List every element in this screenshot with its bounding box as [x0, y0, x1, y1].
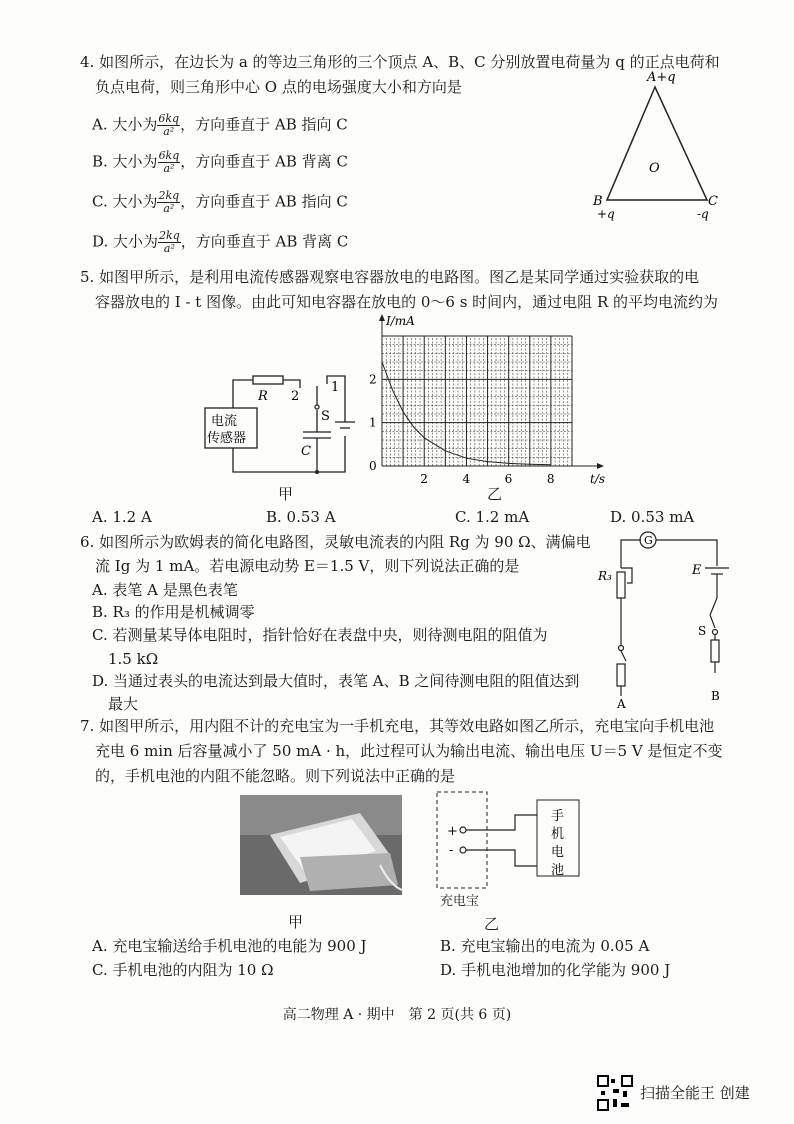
fig-caption-jia: 甲	[288, 913, 304, 931]
option-text: ，方向垂直于 AB 背离 C	[180, 232, 349, 251]
plus-sign: +	[447, 824, 458, 839]
q6-option-d: D. 当通过表头的电流达到最大值时，表笔 A、B 之间待测电阻的阻值达到	[92, 672, 580, 690]
denominator: a²	[163, 162, 175, 175]
q6-option-a: A. 表笔 A 是黑色表笔	[92, 581, 238, 599]
fig-caption-yi: 乙	[484, 915, 500, 933]
q6-option-b: B. R₃ 的作用是机械调零	[92, 603, 255, 621]
fraction	[158, 230, 181, 255]
option-text: C. 大小为	[92, 192, 158, 211]
numerator: 6kq	[158, 149, 180, 162]
powerbank-label: 充电宝	[440, 894, 480, 909]
q4-stem: 负点电荷，则三角形中心 O 点的电场强度大小和方向是	[95, 78, 462, 96]
label-b-charge: +q	[597, 207, 615, 221]
q7-option-d: D. 手机电池增加的化学能为 900 J	[440, 961, 671, 979]
y-axis-label: I/mA	[386, 314, 415, 328]
battery-char: 池	[551, 863, 565, 878]
label-r: R	[258, 389, 268, 404]
option-text: ，方向垂直于 AB 指向 C	[180, 115, 348, 134]
battery-char: 机	[551, 827, 565, 842]
q5-option-a: A. 1.2 A	[92, 508, 152, 526]
y-axis-arrow	[379, 314, 385, 321]
triangle	[607, 87, 707, 200]
option-text: ，方向垂直于 AB 指向 C	[180, 192, 348, 211]
x-axis-label: t/s	[590, 472, 606, 486]
probe-a: A	[617, 697, 626, 710]
denominator: a²	[163, 125, 175, 138]
numerator: 2kq	[159, 229, 180, 242]
q4-option-c	[92, 190, 348, 215]
q5-option-d: D. 0.53 mA	[610, 508, 695, 526]
q4-stem: 4. 如图所示，在边长为 a 的等边三角形的三个顶点 A、B、C 分别放置电荷量为 q 的正点电荷和	[80, 53, 720, 71]
x-tick-label: 6	[504, 472, 513, 486]
sensor-label: 电流	[211, 414, 238, 429]
q7-option-c: C. 手机电池的内阻为 10 Ω	[92, 961, 274, 979]
option-text: B. 大小为	[92, 152, 158, 171]
q6-stem: 6. 如图所示为欧姆表的简化电路图，灵敏电流表的内阻 Rg 为 90 Ω、满偏电	[80, 533, 591, 551]
label-s: S	[698, 624, 707, 638]
x-tick-label: 4	[462, 472, 471, 486]
q5-stem: 5. 如图甲所示，是利用电流传感器观察电容器放电的电路图。图乙是某同学通过实验获取的电	[80, 268, 700, 286]
label-e: E	[692, 563, 702, 578]
q7-stem: 充电 6 min 后容量减小了 50 mA · h，此过程可认为输出电流、输出电压 U＝5 V 是恒定不变	[95, 742, 723, 760]
scanner-watermark: 扫描全能王 创建	[640, 1084, 750, 1102]
label-c: C	[708, 194, 718, 209]
q7-option-b: B. 充电宝输出的电流为 0.05 A	[440, 937, 650, 955]
label-s: S	[321, 409, 330, 424]
page-footer: 高二物理 A · 期中 第 2 页(共 6 页)	[282, 1007, 512, 1023]
q5-stem: 容器放电的 I - t 图像。由此可知电容器在放电的 0～6 s 时间内，通过电阻 R 的平均电流约为	[95, 293, 719, 311]
battery-char: 电	[551, 845, 565, 860]
x-tick-label: 2	[420, 472, 428, 486]
fraction	[157, 190, 180, 215]
option-text: A. 大小为	[92, 115, 158, 134]
fig-caption-jia: 甲	[278, 485, 294, 503]
ohmmeter-circuit	[590, 528, 740, 710]
q6-option-c: C. 若测量某导体电阻时，指针恰好在表盘中央，则待测电阻的阻值为	[92, 626, 548, 644]
fig-caption-yi: 乙	[487, 485, 503, 503]
numerator: 2kq	[158, 189, 180, 202]
denominator: a²	[163, 202, 175, 215]
x-tick-label: 8	[546, 472, 555, 486]
q6-stem: 流 Ig 为 1 mA。若电源电动势 E＝1.5 V，则下列说法正确的是	[95, 557, 520, 575]
minus-sign: -	[449, 843, 454, 858]
sensor-label: 传感器	[207, 431, 247, 446]
q4-option-a	[92, 113, 348, 138]
phone-charging-photo	[240, 795, 402, 895]
option-text: ，方向垂直于 AB 背离 C	[180, 152, 348, 171]
current-time-chart	[360, 312, 620, 487]
label-pos2: 2	[291, 389, 300, 404]
battery-char: 手	[551, 809, 565, 824]
denominator: a²	[163, 242, 175, 255]
triangle-figure	[585, 65, 725, 225]
label-r3: R₃	[598, 569, 612, 583]
probe-b: B	[711, 689, 720, 703]
fraction	[158, 150, 181, 175]
option-text: D. 大小为	[92, 232, 159, 251]
capacitor-circuit	[195, 360, 365, 480]
galvanometer-label: G	[644, 534, 653, 547]
x-axis-arrow	[597, 463, 604, 469]
q6-option-c-cont: 1.5 kΩ	[108, 650, 159, 668]
q7-option-a: A. 充电宝输送给手机电池的电能为 900 J	[92, 937, 367, 955]
q5-option-c: C. 1.2 mA	[455, 508, 530, 526]
label-b: B	[593, 194, 603, 209]
label-a: A+q	[647, 70, 676, 85]
qr-code-icon	[597, 1075, 633, 1111]
label-o: O	[649, 161, 660, 176]
q5-option-b: B. 0.53 A	[266, 508, 336, 526]
q7-stem: 7. 如图甲所示，用内阻不计的充电宝为一手机充电，其等效电路如图乙所示，充电宝向手机电池	[80, 717, 715, 735]
equivalent-circuit	[435, 790, 605, 890]
y-tick-label: 2	[369, 372, 377, 387]
fraction	[157, 113, 180, 138]
q4-option-b	[92, 150, 348, 175]
y-tick-label: 0	[369, 459, 377, 473]
label-pos1: 1	[331, 380, 340, 395]
q6-option-d-cont: 最大	[108, 695, 139, 713]
q7-stem: 的，手机电池的内阻不能忽略。则下列说法中正确的是	[95, 767, 456, 785]
q4-option-d	[92, 230, 348, 255]
numerator: 6kq	[158, 112, 180, 125]
y-tick-label: 1	[369, 415, 377, 430]
label-c: C	[301, 444, 311, 459]
label-c-charge: -q	[697, 207, 709, 221]
